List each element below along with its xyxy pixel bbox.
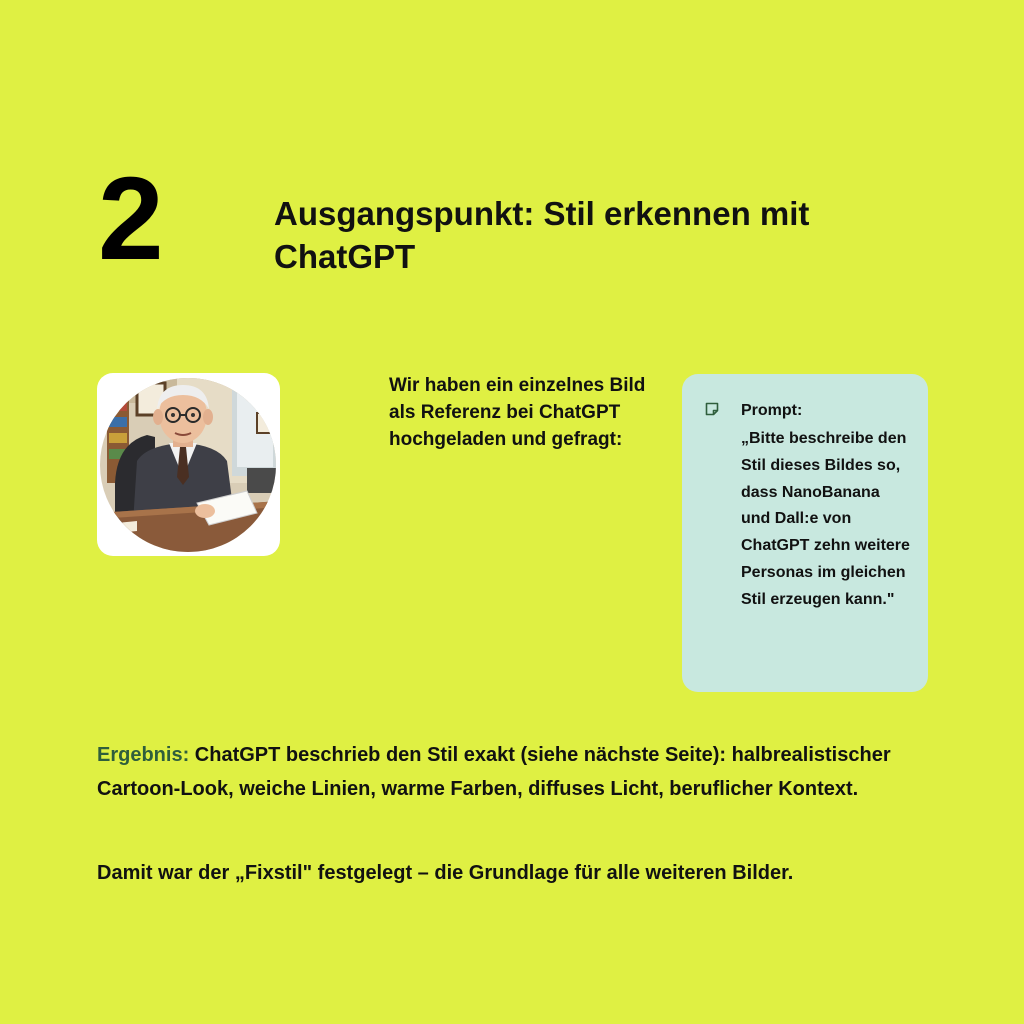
note-icon xyxy=(704,401,720,422)
businessman-illustration-icon xyxy=(97,373,280,556)
prompt-box xyxy=(682,374,928,692)
conclusion-text: Damit war der „Fixstil" festgelegt – die Grundlage für alle weiteren Bilder. xyxy=(97,862,794,884)
intro-text: Wir haben ein einzelnes Bild als Referenz bei ChatGPT hochgeladen und gefragt: xyxy=(389,375,646,450)
reference-image xyxy=(97,373,280,556)
step-number: 2 xyxy=(98,153,162,285)
page-title: Ausgangspunkt: Stil erkennen mit ChatGPT xyxy=(274,195,810,275)
prompt-text: „Bitte beschreibe den Stil dieses Bildes so, dass NanoBanana und Dall:e von ChatGPT zehn weitere Personas im gleichen Stil erzeugen kann." xyxy=(741,430,910,608)
result-label: Ergebnis: xyxy=(97,744,190,766)
prompt-label: Prompt: xyxy=(741,402,803,419)
result-text: ChatGPT beschrieb den Stil exakt (siehe nächste Seite): halbrealistischer Cartoon-Look, weiche Linien, warme Farben, diffuses Licht, beruflicher Kontext. xyxy=(97,744,891,800)
result-paragraph xyxy=(97,738,927,806)
